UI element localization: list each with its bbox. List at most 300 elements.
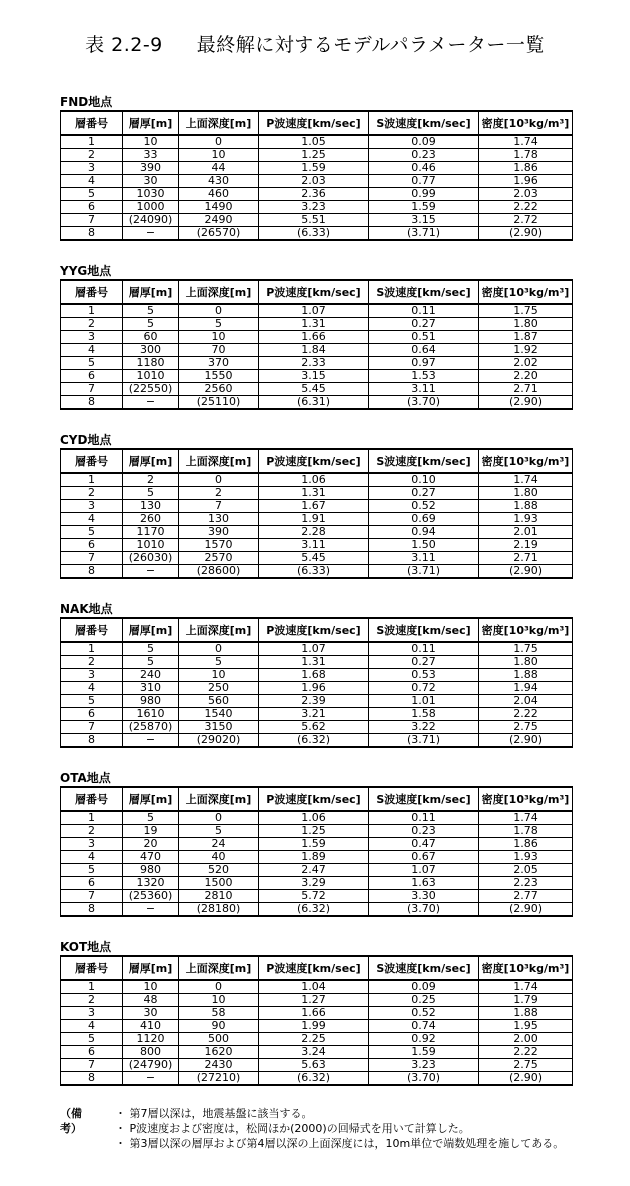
table-cell: 1.95	[479, 1020, 573, 1033]
table-cell: (22550)	[123, 383, 179, 396]
table-cell: 1.07	[259, 642, 369, 656]
column-header: S波速度[km/sec]	[369, 787, 479, 811]
parameter-table	[60, 279, 573, 410]
table-cell: 2560	[179, 383, 259, 396]
station-block	[60, 940, 572, 1086]
table-cell: 60	[123, 331, 179, 344]
parameter-table	[60, 617, 573, 748]
table-cell: 5	[61, 526, 123, 539]
table-cell: 2	[61, 825, 123, 838]
table-cell: 1.80	[479, 487, 573, 500]
table-cell: 2.71	[479, 383, 573, 396]
table-cell: 6	[61, 539, 123, 552]
table-cell: 5	[123, 642, 179, 656]
table-cell: (3.70)	[369, 396, 479, 410]
table-cell: −	[123, 903, 179, 917]
table-cell: 1.91	[259, 513, 369, 526]
table-cell: 0.67	[369, 851, 479, 864]
table-row	[61, 980, 573, 994]
table-cell: 2.25	[259, 1033, 369, 1046]
table-row	[61, 890, 573, 903]
column-header: S波速度[km/sec]	[369, 280, 479, 304]
table-cell: −	[123, 396, 179, 410]
table-cell: 3.24	[259, 1046, 369, 1059]
table-cell: 1.88	[479, 669, 573, 682]
table-cell: 0	[179, 135, 259, 149]
table-cell: 390	[123, 162, 179, 175]
table-cell: 0.11	[369, 642, 479, 656]
table-cell: 90	[179, 1020, 259, 1033]
table-cell: 0.11	[369, 304, 479, 318]
table-cell: 0.74	[369, 1020, 479, 1033]
table-cell: 48	[123, 994, 179, 1007]
table-cell: 2.77	[479, 890, 573, 903]
table-cell: 0	[179, 642, 259, 656]
table-row	[61, 708, 573, 721]
table-cell: 2.36	[259, 188, 369, 201]
table-cell: 10	[179, 994, 259, 1007]
table-cell: 1	[61, 473, 123, 487]
table-cell: 2.28	[259, 526, 369, 539]
table-cell: 1.87	[479, 331, 573, 344]
table-cell: −	[123, 227, 179, 241]
table-row	[61, 188, 573, 201]
table-cell: 5	[123, 304, 179, 318]
table-cell: 1.86	[479, 162, 573, 175]
table-cell: 5	[179, 318, 259, 331]
table-row	[61, 838, 573, 851]
table-cell: 3150	[179, 721, 259, 734]
table-cell: 7	[179, 500, 259, 513]
table-cell: 20	[123, 838, 179, 851]
table-cell: 5.63	[259, 1059, 369, 1072]
table-cell: 1.66	[259, 1007, 369, 1020]
table-cell: 7	[61, 552, 123, 565]
table-cell: 5	[61, 188, 123, 201]
table-cell: 0.53	[369, 669, 479, 682]
table-cell: 7	[61, 890, 123, 903]
table-cell: 7	[61, 214, 123, 227]
table-row	[61, 1072, 573, 1086]
table-row	[61, 642, 573, 656]
table-cell: 3.15	[369, 214, 479, 227]
table-cell: 460	[179, 188, 259, 201]
table-cell: 1.74	[479, 473, 573, 487]
table-cell: 2	[123, 473, 179, 487]
table-cell: 0	[179, 304, 259, 318]
table-cell: 1.31	[259, 318, 369, 331]
table-cell: (6.32)	[259, 1072, 369, 1086]
table-cell: (26030)	[123, 552, 179, 565]
table-cell: 4	[61, 1020, 123, 1033]
table-cell: 8	[61, 565, 123, 579]
table-cell: 1.79	[479, 994, 573, 1007]
table-cell: (3.71)	[369, 227, 479, 241]
table-row	[61, 695, 573, 708]
table-cell: 2.03	[479, 188, 573, 201]
table-cell: 5.62	[259, 721, 369, 734]
table-cell: 2.03	[259, 175, 369, 188]
table-cell: 1	[61, 304, 123, 318]
table-cell: 5.45	[259, 383, 369, 396]
table-cell: 5	[123, 487, 179, 500]
table-cell: 1.05	[259, 135, 369, 149]
table-cell: 1.25	[259, 825, 369, 838]
column-header: 密度[10³kg/m³]	[479, 111, 573, 135]
table-cell: 1540	[179, 708, 259, 721]
notes-list	[115, 1106, 585, 1151]
table-cell: 1.31	[259, 656, 369, 669]
table-row	[61, 396, 573, 410]
table-cell: 1.96	[479, 175, 573, 188]
table-cell: 3.22	[369, 721, 479, 734]
table-cell: 0.69	[369, 513, 479, 526]
table-cell: 130	[123, 500, 179, 513]
table-cell: 1	[61, 135, 123, 149]
table-cell: 8	[61, 227, 123, 241]
table-cell: 1.93	[479, 513, 573, 526]
table-row	[61, 994, 573, 1007]
table-cell: (25360)	[123, 890, 179, 903]
table-cell: (25870)	[123, 721, 179, 734]
table-cell: 2.72	[479, 214, 573, 227]
table-cell: 0.46	[369, 162, 479, 175]
table-cell: 1.06	[259, 473, 369, 487]
column-header: 層厚[m]	[123, 449, 179, 473]
table-cell: 1.59	[369, 201, 479, 214]
table-cell: 0.27	[369, 487, 479, 500]
table-cell: 2	[61, 487, 123, 500]
table-cell: 1	[61, 980, 123, 994]
table-cell: 430	[179, 175, 259, 188]
column-header: S波速度[km/sec]	[369, 111, 479, 135]
table-cell: 2570	[179, 552, 259, 565]
table-cell: 1.75	[479, 304, 573, 318]
table-cell: 1.31	[259, 487, 369, 500]
table-cell: 410	[123, 1020, 179, 1033]
table-cell: (3.70)	[369, 903, 479, 917]
table-row	[61, 656, 573, 669]
table-row	[61, 903, 573, 917]
table-cell: 0.09	[369, 135, 479, 149]
table-cell: 1.78	[479, 149, 573, 162]
table-cell: 1.80	[479, 318, 573, 331]
table-row	[61, 331, 573, 344]
table-cell: 980	[123, 864, 179, 877]
table-cell: 1.99	[259, 1020, 369, 1033]
table-cell: (24790)	[123, 1059, 179, 1072]
table-cell: 0.23	[369, 149, 479, 162]
table-cell: 1.07	[369, 864, 479, 877]
table-cell: (2.90)	[479, 903, 573, 917]
table-row	[61, 721, 573, 734]
table-cell: (2.90)	[479, 1072, 573, 1086]
table-cell: 30	[123, 175, 179, 188]
table-cell: 1490	[179, 201, 259, 214]
table-cell: 520	[179, 864, 259, 877]
table-cell: (6.31)	[259, 396, 369, 410]
table-cell: 1	[61, 811, 123, 825]
table-cell: 6	[61, 877, 123, 890]
table-cell: 2	[61, 318, 123, 331]
table-cell: 6	[61, 201, 123, 214]
table-cell: 0.77	[369, 175, 479, 188]
table-cell: 1.93	[479, 851, 573, 864]
table-row	[61, 227, 573, 241]
page-title	[0, 30, 630, 57]
column-header: S波速度[km/sec]	[369, 618, 479, 642]
column-header: 層番号	[61, 787, 123, 811]
table-cell: (2.90)	[479, 227, 573, 241]
column-header: 密度[10³kg/m³]	[479, 280, 573, 304]
table-cell: 2490	[179, 214, 259, 227]
table-cell: 1.07	[259, 304, 369, 318]
table-cell: 0.25	[369, 994, 479, 1007]
table-caption: 最終解に対するモデルパラメーター一覧	[196, 34, 545, 56]
table-cell: 10	[123, 135, 179, 149]
table-cell: 1.67	[259, 500, 369, 513]
table-cell: 2.33	[259, 357, 369, 370]
table-cell: (27210)	[179, 1072, 259, 1086]
table-row	[61, 149, 573, 162]
column-header: 上面深度[m]	[179, 956, 259, 980]
table-cell: 800	[123, 1046, 179, 1059]
table-cell: 1.89	[259, 851, 369, 864]
table-cell: 8	[61, 734, 123, 748]
table-cell: (6.32)	[259, 903, 369, 917]
column-header: P波速度[km/sec]	[259, 787, 369, 811]
table-cell: 2.20	[479, 370, 573, 383]
station-block	[60, 771, 572, 917]
table-row	[61, 877, 573, 890]
column-header: P波速度[km/sec]	[259, 449, 369, 473]
table-cell: 2	[61, 994, 123, 1007]
table-row	[61, 825, 573, 838]
table-cell: 10	[179, 149, 259, 162]
column-header: P波速度[km/sec]	[259, 111, 369, 135]
table-cell: 8	[61, 1072, 123, 1086]
column-header: 層番号	[61, 956, 123, 980]
column-header: 層番号	[61, 618, 123, 642]
table-cell: 0	[179, 473, 259, 487]
table-cell: 5	[61, 357, 123, 370]
column-header: 密度[10³kg/m³]	[479, 618, 573, 642]
station-block	[60, 602, 572, 748]
station-label: NAK地点	[60, 602, 113, 616]
table-row	[61, 811, 573, 825]
table-cell: 1.68	[259, 669, 369, 682]
column-header: 層番号	[61, 449, 123, 473]
table-number: 表 2.2-9	[85, 34, 163, 56]
table-cell: (2.90)	[479, 565, 573, 579]
table-cell: 1.66	[259, 331, 369, 344]
table-cell: 980	[123, 695, 179, 708]
table-cell: 1.53	[369, 370, 479, 383]
table-cell: 5	[123, 656, 179, 669]
table-header-row	[61, 280, 573, 304]
table-cell: 1170	[123, 526, 179, 539]
table-row	[61, 214, 573, 227]
table-row	[61, 500, 573, 513]
table-cell: 1550	[179, 370, 259, 383]
table-cell: −	[123, 565, 179, 579]
column-header: S波速度[km/sec]	[369, 956, 479, 980]
table-header-row	[61, 618, 573, 642]
station-label: KOT地点	[60, 940, 112, 954]
table-cell: 2.04	[479, 695, 573, 708]
table-cell: 30	[123, 1007, 179, 1020]
parameter-table	[60, 110, 573, 241]
column-header: 層厚[m]	[123, 787, 179, 811]
table-cell: 5.45	[259, 552, 369, 565]
table-cell: 1	[61, 642, 123, 656]
table-cell: (3.71)	[369, 734, 479, 748]
table-cell: 0.52	[369, 1007, 479, 1020]
table-cell: 1.58	[369, 708, 479, 721]
table-row	[61, 162, 573, 175]
table-row	[61, 1059, 573, 1072]
table-cell: 1.59	[259, 162, 369, 175]
table-cell: (25110)	[179, 396, 259, 410]
parameter-table	[60, 786, 573, 917]
table-header-row	[61, 956, 573, 980]
table-cell: 1.92	[479, 344, 573, 357]
table-cell: 2.22	[479, 708, 573, 721]
table-cell: 1610	[123, 708, 179, 721]
column-header: 密度[10³kg/m³]	[479, 787, 573, 811]
table-cell: (6.33)	[259, 565, 369, 579]
table-cell: 310	[123, 682, 179, 695]
table-cell: 2.19	[479, 539, 573, 552]
column-header: 上面深度[m]	[179, 111, 259, 135]
table-cell: 0.92	[369, 1033, 479, 1046]
table-cell: 2	[61, 656, 123, 669]
table-cell: 1.50	[369, 539, 479, 552]
table-cell: 6	[61, 370, 123, 383]
table-cell: 1180	[123, 357, 179, 370]
table-row	[61, 1046, 573, 1059]
table-cell: 2.71	[479, 552, 573, 565]
table-cell: 0.11	[369, 811, 479, 825]
station-block	[60, 95, 572, 241]
column-header: 上面深度[m]	[179, 787, 259, 811]
table-cell: 1.25	[259, 149, 369, 162]
table-cell: 4	[61, 344, 123, 357]
table-row	[61, 682, 573, 695]
table-row	[61, 487, 573, 500]
table-cell: 1030	[123, 188, 179, 201]
table-cell: 5.51	[259, 214, 369, 227]
table-cell: 5	[61, 695, 123, 708]
table-cell: −	[123, 1072, 179, 1086]
table-cell: 2.22	[479, 201, 573, 214]
table-row	[61, 370, 573, 383]
table-cell: 3.11	[369, 383, 479, 396]
table-cell: 8	[61, 396, 123, 410]
table-cell: 70	[179, 344, 259, 357]
table-cell: 0.23	[369, 825, 479, 838]
table-cell: 1.74	[479, 135, 573, 149]
table-cell: 4	[61, 175, 123, 188]
table-cell: 1.74	[479, 980, 573, 994]
table-cell: 0.27	[369, 318, 479, 331]
station-label: OTA地点	[60, 771, 111, 785]
table-cell: 6	[61, 708, 123, 721]
table-row	[61, 513, 573, 526]
table-cell: 0.27	[369, 656, 479, 669]
table-cell: 5	[123, 318, 179, 331]
table-cell: 1000	[123, 201, 179, 214]
table-cell: 1.27	[259, 994, 369, 1007]
table-cell: 470	[123, 851, 179, 864]
table-cell: (3.71)	[369, 565, 479, 579]
table-cell: (6.32)	[259, 734, 369, 748]
column-header: 層番号	[61, 111, 123, 135]
table-cell: 1320	[123, 877, 179, 890]
table-row	[61, 669, 573, 682]
table-cell: (28180)	[179, 903, 259, 917]
table-cell: 2810	[179, 890, 259, 903]
table-cell: 5	[123, 811, 179, 825]
station-block	[60, 264, 572, 410]
table-header-row	[61, 111, 573, 135]
table-cell: 24	[179, 838, 259, 851]
table-cell: 10	[123, 980, 179, 994]
column-header: 上面深度[m]	[179, 449, 259, 473]
table-cell: 1.59	[369, 1046, 479, 1059]
table-cell: 560	[179, 695, 259, 708]
column-header: 層厚[m]	[123, 111, 179, 135]
table-cell: 1.94	[479, 682, 573, 695]
table-cell: 10	[179, 331, 259, 344]
table-cell: 500	[179, 1033, 259, 1046]
table-cell: 1.01	[369, 695, 479, 708]
column-header: 層番号	[61, 280, 123, 304]
table-cell: 2.02	[479, 357, 573, 370]
table-cell: 10	[179, 669, 259, 682]
table-cell: 5	[179, 656, 259, 669]
table-cell: 240	[123, 669, 179, 682]
table-cell: 7	[61, 1059, 123, 1072]
table-row	[61, 318, 573, 331]
table-cell: 260	[123, 513, 179, 526]
column-header: S波速度[km/sec]	[369, 449, 479, 473]
table-row	[61, 539, 573, 552]
table-cell: 3.23	[259, 201, 369, 214]
station-label: FND地点	[60, 95, 113, 109]
table-cell: 2	[179, 487, 259, 500]
table-cell: 0.52	[369, 500, 479, 513]
table-cell: 4	[61, 682, 123, 695]
station-label: CYD地点	[60, 433, 112, 447]
table-cell: 44	[179, 162, 259, 175]
table-row	[61, 357, 573, 370]
table-cell: 3.29	[259, 877, 369, 890]
station-label: YYG地点	[60, 264, 112, 278]
table-cell: (6.33)	[259, 227, 369, 241]
note-item: ・ P波速度および密度は，松岡ほか(2000)の回帰式を用いて計算した。	[115, 1122, 470, 1135]
table-header-row	[61, 449, 573, 473]
table-header-row	[61, 787, 573, 811]
table-cell: 2.75	[479, 1059, 573, 1072]
table-cell: 2.22	[479, 1046, 573, 1059]
table-row	[61, 304, 573, 318]
table-cell: 58	[179, 1007, 259, 1020]
table-cell: 2.00	[479, 1033, 573, 1046]
table-row	[61, 201, 573, 214]
table-cell: (28600)	[179, 565, 259, 579]
column-header: 密度[10³kg/m³]	[479, 449, 573, 473]
